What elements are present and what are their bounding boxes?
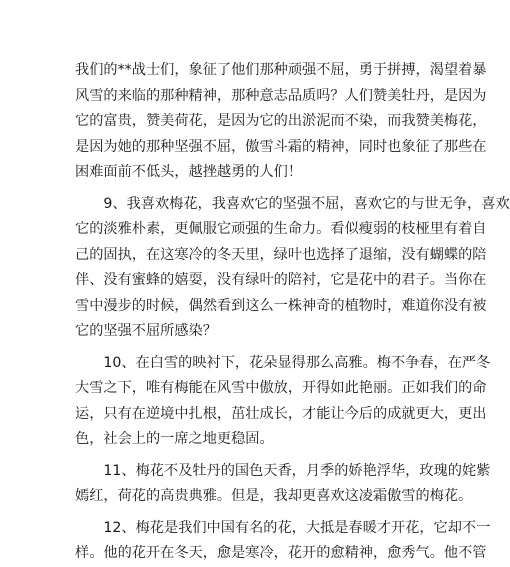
text-line: 样。他的花开在冬天，愈是寒冷，花开的愈精神，愈秀气。他不管 <box>75 545 487 561</box>
text-line: 10、在白雪的映衬下，花朵显得那么高雅。梅不争春，在严冬 <box>75 354 491 371</box>
text-line: 嫣红，荷花的高贵典雅。但是，我却更喜欢这凌霜傲雪的梅花。 <box>75 488 473 504</box>
document-body <box>75 58 510 567</box>
text-line: 运，只有在逆境中扎根，茁壮成长，才能让今后的成就更大，更出 <box>75 405 487 422</box>
paragraph-9 <box>75 192 510 345</box>
paragraph-10 <box>75 351 491 453</box>
text-line: 是因为她的那种坚强不屈，傲雪斗霜的精神，同时也象征了那些在 <box>75 138 487 155</box>
text-line: 我们的**战士们，象征了他们那种顽强不屈，勇于拼搏，渴望着暴 <box>75 62 487 78</box>
text-line: 9、我喜欢梅花，我喜欢它的坚强不屈，喜欢它的与世无争，喜欢 <box>75 195 510 212</box>
text-line: 它的富贵，赞美荷花，是因为它的出淤泥而不染，而我赞美梅花， <box>75 113 487 129</box>
paragraph-12 <box>75 516 491 567</box>
text-line: 12、梅花是我们中国有名的花，大抵是春暖才开花，它却不一 <box>75 519 491 536</box>
text-line: 雪中漫步的时候，偶然看到这么一株神奇的植物时，难道你没有被 <box>75 297 487 314</box>
paragraph-11 <box>75 459 491 510</box>
text-line: 它的坚强不屈所感染？ <box>75 323 217 339</box>
text-line: 风雪的来临的那种精神，那种意志品质吗？人们赞美牡丹，是因为 <box>75 87 487 104</box>
text-line: 11、梅花不及牡丹的国色天香，月季的娇艳浮华，玫瑰的姹紫 <box>75 462 491 479</box>
text-line: 伴、没有蜜蜂的嬉耍，没有绿叶的陪衬，它是花中的君子。当你在 <box>75 272 487 288</box>
paragraph-1 <box>75 58 487 186</box>
text-line: 大雪之下，唯有梅能在风雪中傲放，开得如此艳丽。正如我们的命 <box>75 380 487 396</box>
text-line: 己的固执，在这寒冷的冬天里，绿叶也选择了退缩，没有蝴蝶的陪 <box>75 246 487 263</box>
text-line: 色，社会上的一席之地更稳固。 <box>75 431 274 447</box>
text-line: 困难面前不低头，越挫越勇的人们！ <box>75 164 303 180</box>
text-line: 它的淡雅朴素，更佩服它顽强的生命力。看似瘦弱的枝桠里有着自 <box>75 221 487 237</box>
